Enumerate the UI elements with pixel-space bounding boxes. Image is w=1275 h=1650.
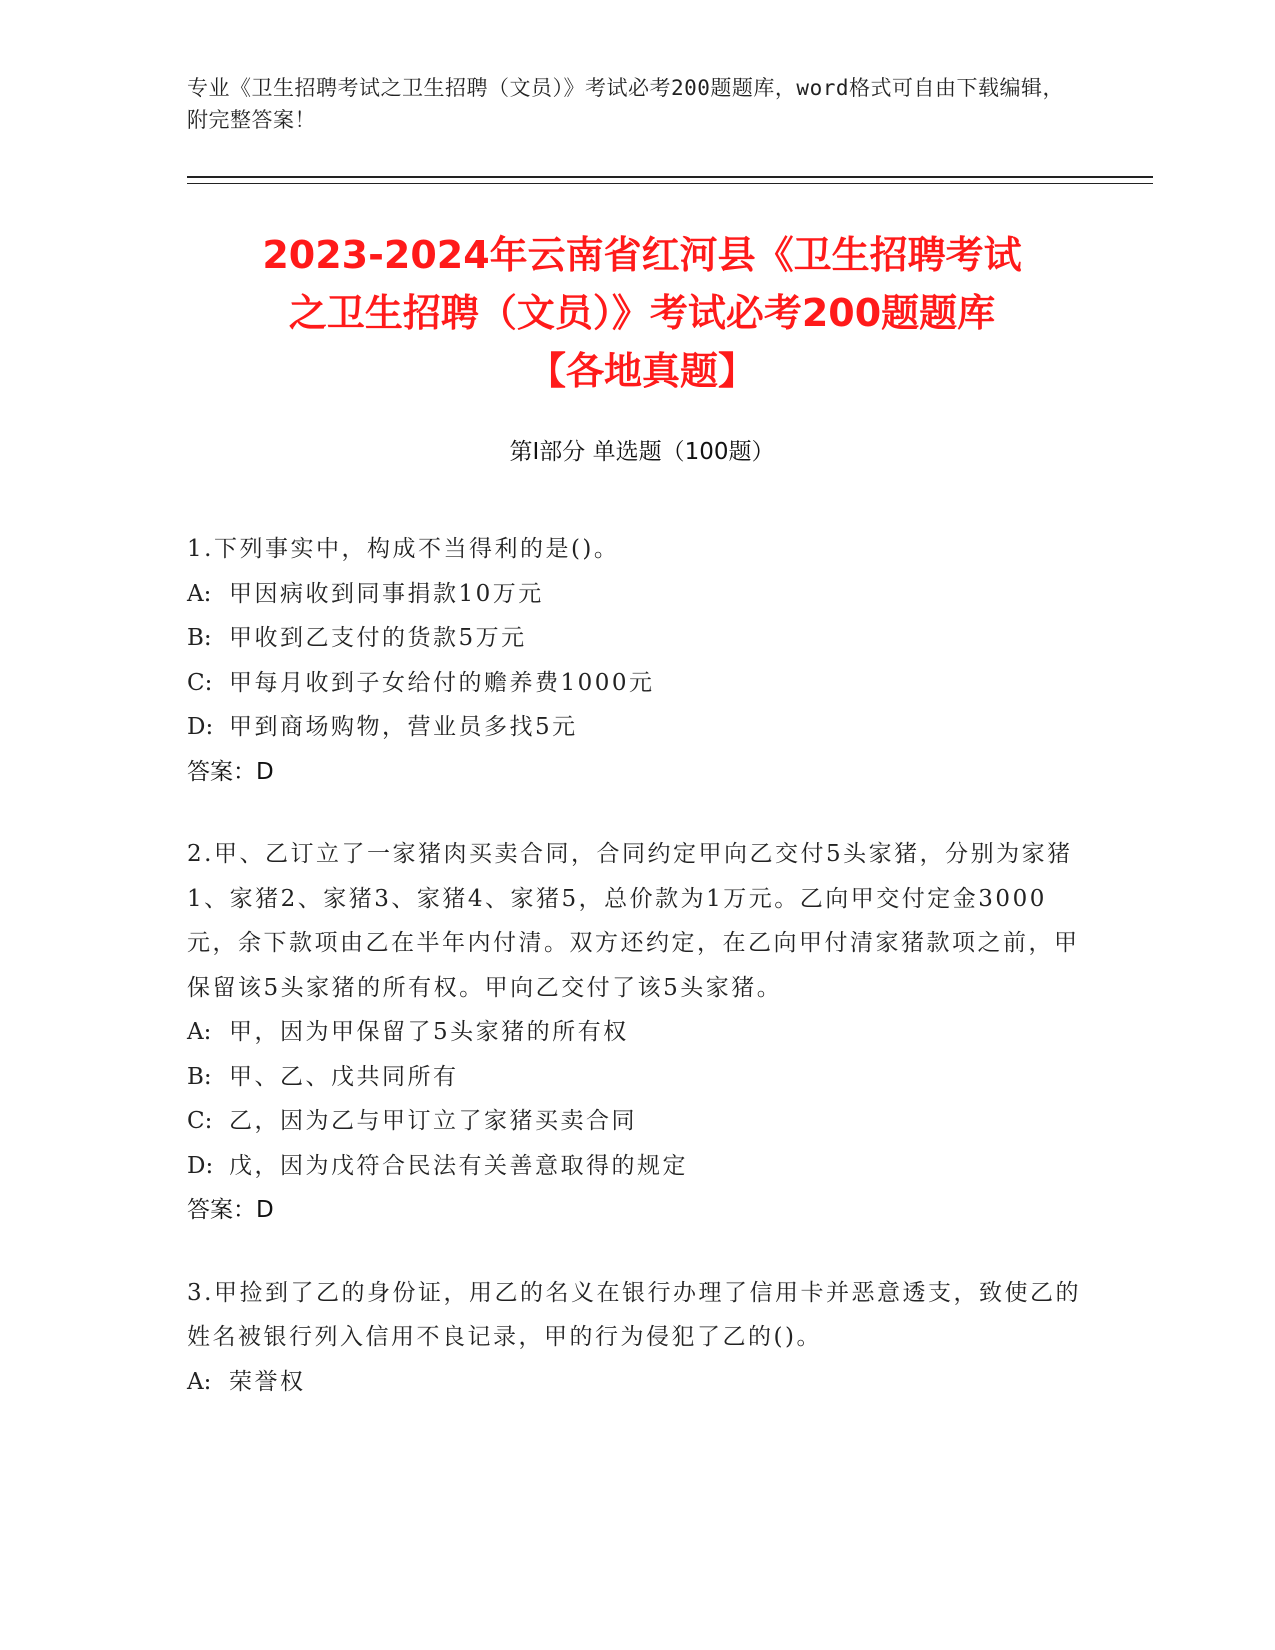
option-text: 乙，因为乙与甲订立了家猪买卖合同 bbox=[229, 1108, 637, 1134]
option-text: 甲因病收到同事捐款10万元 bbox=[229, 580, 544, 607]
option-key: D: bbox=[187, 714, 214, 740]
option-text: 甲、乙、戊共同所有 bbox=[229, 1063, 459, 1090]
option-a bbox=[187, 572, 1087, 617]
option-text: 戊，因为戊符合民法有关善意取得的规定 bbox=[229, 1152, 688, 1179]
question-1 bbox=[187, 527, 1087, 794]
option-text: 甲到商场购物，营业员多找5元 bbox=[229, 714, 578, 740]
option-text: 甲，因为甲保留了5头家猪的所有权 bbox=[229, 1019, 629, 1045]
option-b bbox=[187, 616, 1087, 661]
option-text: 甲收到乙支付的货款5万元 bbox=[229, 625, 527, 651]
title-line-3: 【各地真题】 bbox=[527, 349, 756, 393]
question-list bbox=[187, 527, 1087, 1442]
option-c bbox=[187, 1099, 1087, 1144]
title-line-1: 2023-2024年云南省红河县《卫生招聘考试 bbox=[262, 233, 1022, 277]
option-key: C: bbox=[187, 669, 213, 696]
question-stem: 2.甲、乙订立了一家猪肉买卖合同，合同约定甲向乙交付5头家猪，分别为家猪1、家猪2、家猪3、家猪4、家猪5，总价款为1万元。乙向甲交付定金3000元，余下款项由乙在半年内付清。双方还约定，在乙向甲付清家猪款项之前，甲保留该5头家猪的所有权。甲向乙交付了该5头家猪。 bbox=[187, 841, 1080, 1001]
option-key: A: bbox=[187, 580, 212, 607]
option-key: D: bbox=[187, 1152, 214, 1179]
option-key: C: bbox=[187, 1108, 213, 1134]
question-stem: 1.下列事实中，构成不当得利的是()。 bbox=[187, 536, 620, 562]
option-b bbox=[187, 1055, 1087, 1100]
option-key: A: bbox=[187, 1368, 212, 1395]
section-heading: 第Ⅰ部分 单选题（100题） bbox=[509, 439, 775, 465]
header-note: 专业《卫生招聘考试之卫生招聘（文员）》考试必考200题题库，word格式可自由下载编辑，附完整答案！ bbox=[187, 76, 1064, 132]
option-key: A: bbox=[187, 1019, 212, 1045]
option-text: 甲每月收到子女给付的赡养费1000元 bbox=[229, 669, 655, 696]
document-title bbox=[187, 226, 1097, 400]
option-key: B: bbox=[187, 625, 212, 651]
header-divider-thin bbox=[187, 183, 1153, 184]
question-3 bbox=[187, 1271, 1087, 1405]
answer-label: 答案：D bbox=[187, 758, 274, 785]
option-c bbox=[187, 661, 1087, 706]
option-d bbox=[187, 705, 1087, 750]
option-d bbox=[187, 1144, 1087, 1189]
option-text: 荣誉权 bbox=[229, 1368, 306, 1395]
question-stem: 3.甲捡到了乙的身份证，用乙的名义在银行办理了信用卡并恶意透支，致使乙的姓名被银行列入信用不良记录，甲的行为侵犯了乙的()。 bbox=[187, 1279, 1081, 1350]
option-a bbox=[187, 1360, 1087, 1405]
answer-label: 答案：D bbox=[187, 1197, 274, 1223]
title-line-2: 之卫生招聘（文员）》考试必考200题题库 bbox=[288, 291, 996, 335]
question-2 bbox=[187, 832, 1087, 1233]
option-key: B: bbox=[187, 1063, 212, 1090]
header-divider-thick bbox=[187, 176, 1153, 178]
option-a bbox=[187, 1010, 1087, 1055]
